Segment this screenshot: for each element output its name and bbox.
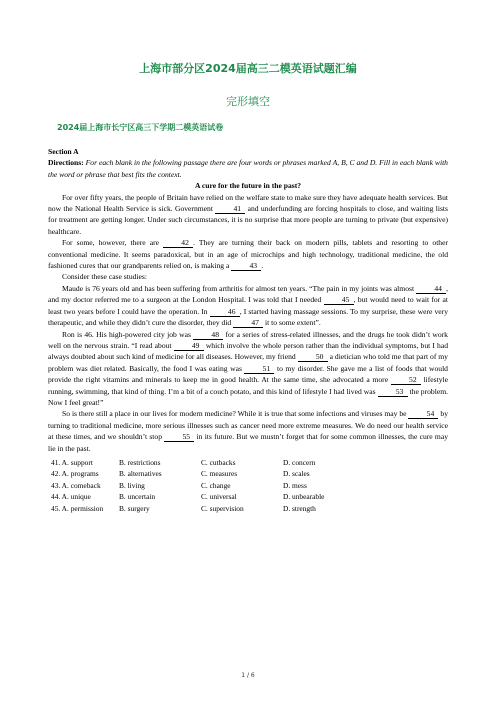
blank-49[interactable]: 49 (174, 341, 204, 351)
paragraph-5 (48, 329, 448, 409)
option-44-d[interactable]: D. unbearable (283, 492, 325, 502)
option-42-b[interactable]: B. alternatives (119, 469, 162, 479)
text-run: the problem. Now I feel great!” (48, 386, 448, 407)
option-45-a[interactable]: 45. A. permission (51, 503, 104, 513)
page-number: 1 / 6 (241, 672, 255, 679)
option-41-b[interactable]: B. restrictions (119, 457, 161, 467)
blank-48[interactable]: 48 (193, 330, 223, 340)
blank-43[interactable]: 43 (231, 261, 261, 271)
paragraph-3: Consider these case studies: (62, 272, 147, 282)
text-run: to my disorder. She gave me a list of foods that would provide the right vitamins and minerals to keep me in good health. At the same time, she advocated a more (48, 363, 448, 385)
option-41-d[interactable]: D. concern (283, 457, 316, 467)
text-run: Maude is 76 years old and has been suffering from arthritis for almost ten years. “The pain in my joints was almost (62, 283, 415, 293)
option-41-c[interactable]: C. cutbacks (201, 457, 236, 467)
directions-label: Directions: (48, 158, 84, 168)
text-run: . (261, 261, 264, 271)
blank-54[interactable]: 54 (408, 409, 438, 419)
blank-51[interactable]: 51 (244, 364, 274, 374)
text-run: which involve the whole person rather than the individual symptoms, but I had always doubted about such kind of medicine for all diseases. However, my friend (48, 340, 448, 362)
option-row-42 (48, 468, 448, 479)
option-row-45 (48, 503, 448, 514)
text-run: lifestyle running, swimming, that kind of thing. I’m a bit of a couch potato, and this kind of lifestyle I had lived was (48, 375, 448, 396)
option-row-43 (48, 480, 448, 491)
document-subtitle: 完形填空 (226, 95, 270, 108)
option-45-b[interactable]: B. surgery (119, 503, 150, 513)
option-42-a[interactable]: 42. A. programs (51, 469, 99, 479)
option-43-c[interactable]: C. change (201, 480, 231, 490)
paragraph-1 (48, 192, 448, 238)
blank-45[interactable]: 45 (324, 295, 354, 305)
paragraph-4 (48, 283, 448, 329)
text-run: Ron is 46. His high-powered city job was (62, 329, 191, 339)
document-title: 上海市部分区2024届高三二模英语试题汇编 (139, 62, 357, 75)
section-heading: Section A (48, 147, 79, 156)
text-run: For over fifty years, the people of Britain have relied on the welfare state to make sure they have adequate health services. But now the National Health Service is sick. Government (48, 192, 448, 214)
paragraph-2 (48, 237, 448, 271)
text-run: it to some extent”. (265, 318, 321, 328)
option-45-d[interactable]: D. strength (283, 503, 316, 513)
directions (48, 157, 448, 180)
paragraph-6 (48, 408, 448, 454)
option-44-b[interactable]: B. uncertain (119, 492, 156, 502)
text-run: a dietician who told me that part of my problem was diet related. Basically, the food I was eating was (48, 352, 448, 373)
option-row-44 (48, 491, 448, 502)
blank-46[interactable]: 46 (210, 307, 240, 317)
blank-42[interactable]: 42 (163, 238, 193, 248)
text-run: . They are turning their back on modern pills, tablets and resorting to other conventional medicine. It seems paradoxical, but in an age of microchips and high technology, traditional medicine, the old fashioned cures that our grandparents relied on, is making a (48, 238, 448, 271)
blank-52[interactable]: 52 (391, 375, 421, 385)
option-44-c[interactable]: C. universal (201, 492, 237, 502)
text-run: , and my doctor referred me to a surgeon at the London Hospital. I was told that I needed (48, 283, 449, 305)
text-run: , but would need to wait for at least two years before I could have the operation. In (48, 295, 448, 316)
text-run: , I started having massage sessions. To my surprise, these were very therapeutic, and while they didn’t cure the disorder, they did (48, 306, 448, 328)
text-run: by turning to traditional medicine, more serious illnesses such as cancer need more extreme measures. We do need our health service at these times, and we shouldn’t stop (48, 409, 448, 442)
blank-41[interactable]: 41 (215, 204, 245, 214)
option-42-c[interactable]: C. measures (201, 469, 238, 479)
text-run: For some, however, there are (62, 238, 159, 248)
text-run: for a series of stress-related illnesses, and the drugs he took didn’t work well on the nervous strain. “I read about (48, 329, 448, 350)
text-run: in its future. But we mustn’t forget that for some common illnesses, the cure may lie in the past. (48, 432, 448, 453)
blank-47[interactable]: 47 (233, 318, 263, 328)
passage-title: A cure for the future in the past? (194, 181, 302, 191)
directions-text: For each blank in the following passage there are four words or phrases marked A, B, C and D. Fill in each blank with the word or phrase that best fits the context. (48, 158, 448, 179)
answer-options (48, 457, 448, 514)
option-43-d[interactable]: D. mess (283, 480, 307, 490)
text-run: So is there still a place in our lives for modern medicine? While it is true that some infections and viruses may be (62, 409, 407, 419)
document-body (48, 144, 448, 514)
option-41-a[interactable]: 41. A. support (51, 457, 93, 467)
blank-53[interactable]: 53 (378, 387, 408, 397)
option-45-c[interactable]: C. supervision (201, 503, 244, 513)
blank-55[interactable]: 55 (164, 432, 194, 442)
option-row-41 (48, 457, 448, 468)
option-43-b[interactable]: B. living (119, 480, 145, 490)
blank-44[interactable]: 44 (416, 284, 446, 294)
option-42-d[interactable]: D. scales (283, 469, 310, 479)
option-44-a[interactable]: 44. A. unique (51, 492, 91, 502)
exam-source: 2024届上海市长宁区高三下学期二模英语试卷 (57, 123, 224, 132)
blank-50[interactable]: 50 (298, 352, 328, 362)
text-run: and underfunding are forcing hospitals to close, and waiting lists for treatment are getting longer. Under such circumstances, it is no surprise that more people are turning to private (but expensive) healthcare. (48, 204, 448, 236)
option-43-a[interactable]: 43. A. comeback (51, 480, 101, 490)
